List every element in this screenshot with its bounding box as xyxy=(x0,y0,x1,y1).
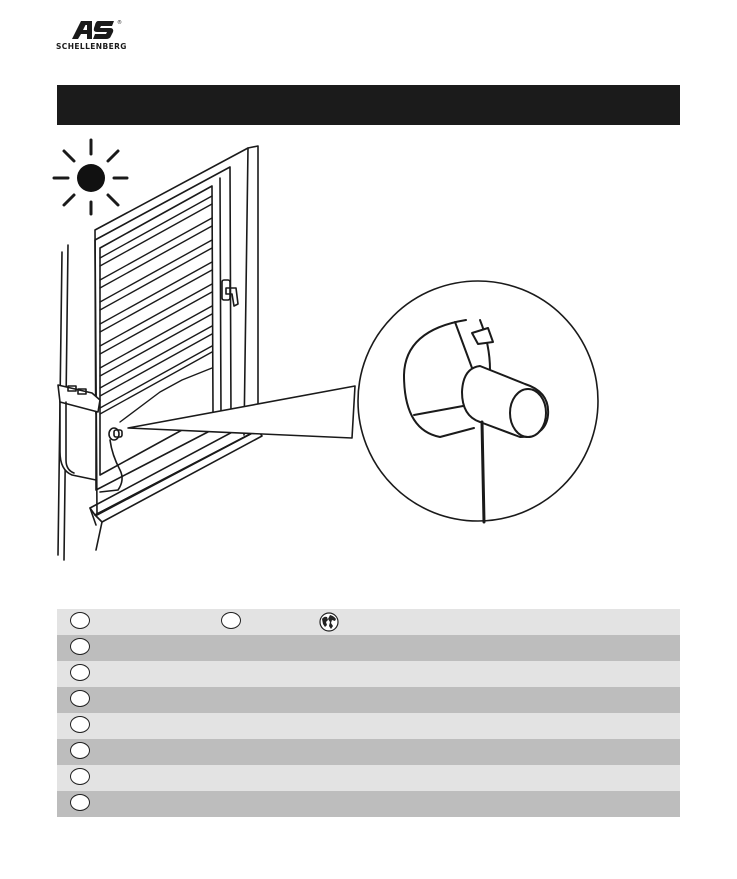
language-row xyxy=(57,765,680,791)
language-row xyxy=(57,739,680,765)
language-row xyxy=(57,661,680,687)
brand-name: SCHELLENBERG xyxy=(56,42,127,51)
as-logo-mark xyxy=(68,18,124,40)
sun-icon xyxy=(54,140,127,214)
installation-illustration xyxy=(0,130,737,570)
language-badge[interactable] xyxy=(70,768,90,785)
language-row xyxy=(57,635,680,661)
language-badge[interactable] xyxy=(70,612,90,629)
shutter-slats xyxy=(100,196,212,422)
language-badge[interactable] xyxy=(70,690,90,707)
language-badge[interactable] xyxy=(70,638,90,655)
language-row xyxy=(57,791,680,817)
language-badge[interactable] xyxy=(70,742,90,759)
registered-mark: ® xyxy=(117,20,122,26)
globe-icon[interactable] xyxy=(318,612,340,632)
language-row xyxy=(57,609,680,635)
language-badge[interactable] xyxy=(70,716,90,733)
language-badge[interactable] xyxy=(221,612,241,629)
brand-logo xyxy=(56,18,126,54)
belt-winder-device xyxy=(58,385,100,480)
title-bar xyxy=(57,85,680,125)
language-row xyxy=(57,687,680,713)
language-table xyxy=(57,609,680,817)
language-badge[interactable] xyxy=(70,664,90,681)
language-badge[interactable] xyxy=(70,794,90,811)
language-row xyxy=(57,713,680,739)
window-frame xyxy=(95,146,258,515)
